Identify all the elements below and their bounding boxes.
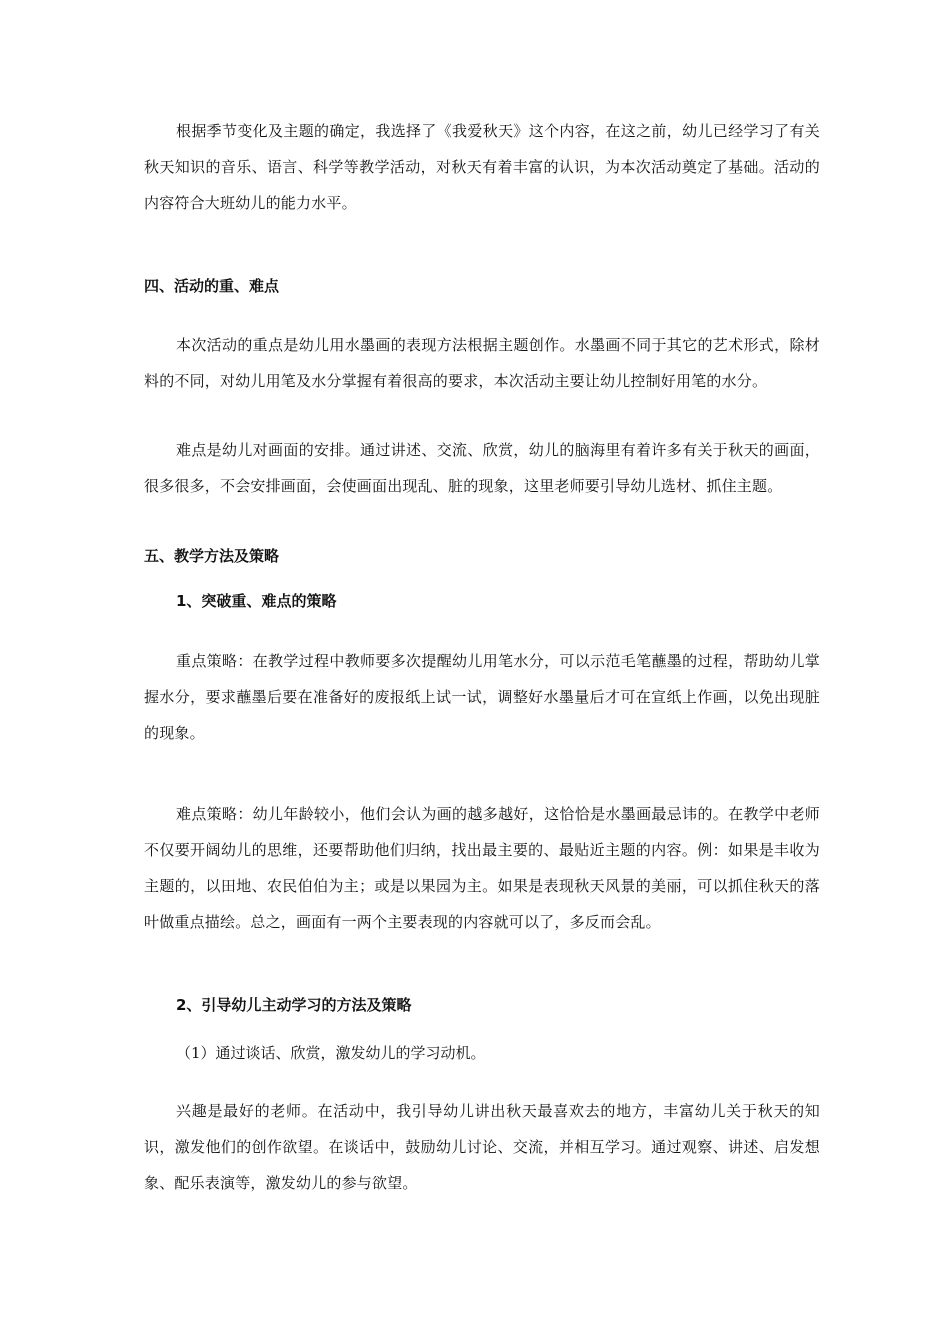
subheading-breakthrough-strategy: 1、突破重、难点的策略 [176,592,337,610]
paragraph-activity-content: 根据季节变化及主题的确定，我选择了《我爱秋天》这个内容，在这之前，幼儿已经学习了有关秋天知识的音乐、语言、科学等教学活动，对秋天有着丰富的认识，为本次活动奠定了基础。活动的内容符合大班幼儿的能力水平。 [144,122,820,212]
paragraph-key-strategy: 重点策略：在教学过程中教师要多次提醒幼儿用笔水分，可以示范毛笔蘸墨的过程，帮助幼儿掌握水分，要求蘸墨后要在准备好的废报纸上试一试，调整好水墨量后才可在宣纸上作画，以免出现脏的现象。 [144,652,820,742]
section-heading-teaching-methods: 五、教学方法及策略 [144,547,280,565]
section-heading-key-points: 四、活动的重、难点 [144,277,280,295]
list-item-conversation: （1）通过谈话、欣赏，激发幼儿的学习动机。 [176,1044,486,1062]
paragraph-difficulty: 难点是幼儿对画面的安排。通过讲述、交流、欣赏，幼儿的脑海里有着许多有关于秋天的画面，很多很多，不会安排画面，会使画面出现乱、脏的现象，这里老师要引导幼儿选材、抓住主题。 [144,441,820,495]
paragraph-key-point: 本次活动的重点是幼儿用水墨画的表现方法根据主题创作。水墨画不同于其它的艺术形式，除材料的不同，对幼儿用笔及水分掌握有着很高的要求，本次活动主要让幼儿控制好用笔的水分。 [144,336,820,390]
paragraph-interest: 兴趣是最好的老师。在活动中，我引导幼儿讲出秋天最喜欢去的地方，丰富幼儿关于秋天的知识，激发他们的创作欲望。在谈话中，鼓励幼儿讨论、交流，并相互学习。通过观察、讲述、启发想象、配乐表演等，激发幼儿的参与欲望。 [144,1102,820,1192]
paragraph-difficulty-strategy: 难点策略：幼儿年龄较小，他们会认为画的越多越好，这恰恰是水墨画最忌讳的。在教学中老师不仅要开阔幼儿的思维，还要帮助他们归纳，找出最主要的、最贴近主题的内容。例：如果是丰收为主题的，以田地、农民伯伯为主；或是以果园为主。如果是表现秋天风景的美丽，可以抓住秋天的落叶做重点描绘。总之，画面有一两个主要表现的内容就可以了，多反而会乱。 [144,805,820,931]
subheading-guide-active-learning: 2、引导幼儿主动学习的方法及策略 [176,996,412,1014]
